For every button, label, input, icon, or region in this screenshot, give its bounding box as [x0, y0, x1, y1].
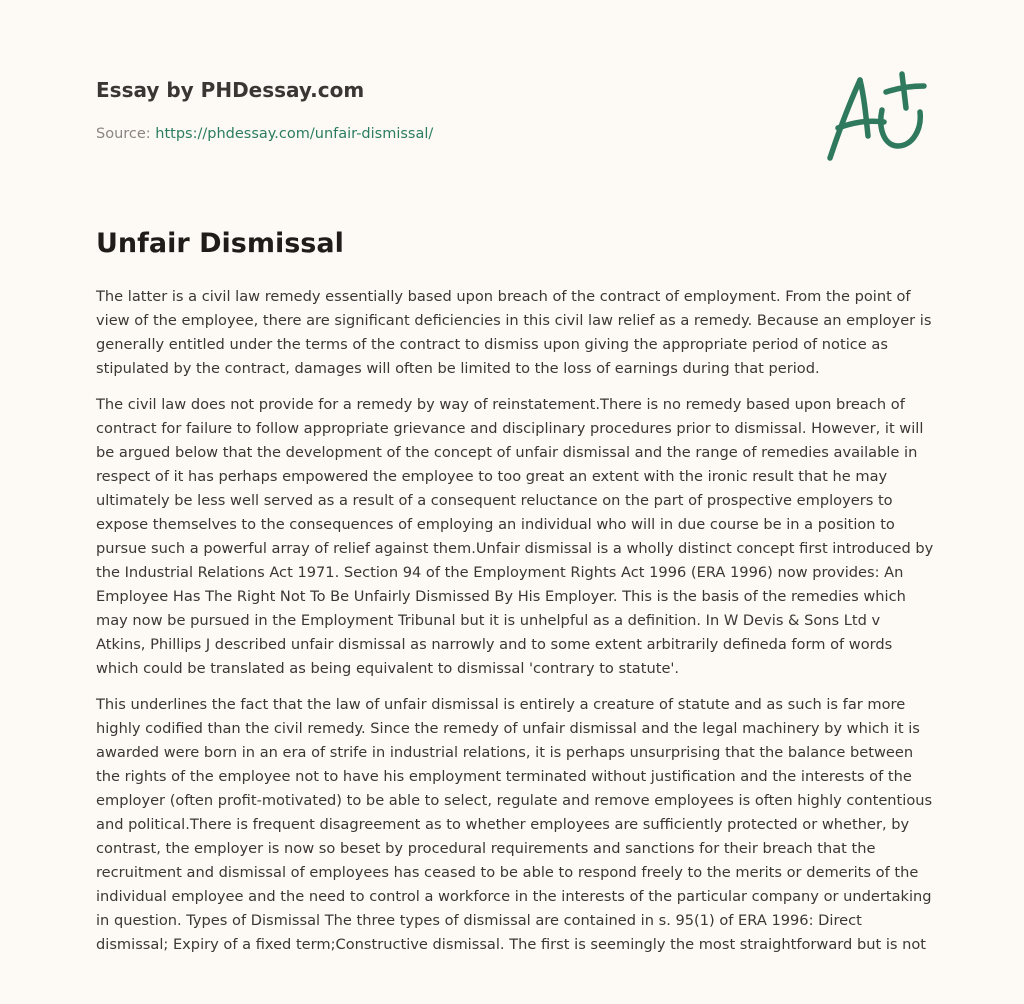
essay-paragraph-3: This underlines the fact that the law of unfair dismissal is entirely a creature of statute and as such is far more highly codified than the civil remedy. Since the remedy of unfair dismissal and the legal machinery by which it is awarded were born in an era of strife in industrial relations, it is perhaps unsurprising that the balance between the rights of the employee not to have his employment terminated without justification and the interests of the employer (often profit-motivated) to be able to select, regulate and remove employees is often highly contentious and political.There is frequent disagreement as to whether employees are sufficiently protected or whether, by contrast, the employer is now so beset by procedural requirements and sanctions for their breach that the recruitment and dismissal of employees has ceased to be able to respond freely to the merits or demerits of the individual employee and the need to control a workforce in the interests of the particular company or undertaking in question. Types of Dismissal The three types of dismissal are contained in s. 95(1) of ERA 1996: Direct dismissal; Expiry of a fixed term;Constructive dismissal. The first is seemingly the most straightforward but is not	[96, 696, 933, 953]
essay-paragraph-1: The latter is a civil law remedy essentially based upon breach of the contract of employment. From the point of view of the employee, there are significant deficiencies in this civil law relief as a remedy. Because an employer is generally entitled under the terms of the contract to dismiss upon giving the appropriate period of notice as stipulated by the contract, damages will often be limited to the loss of earnings during that period.	[96, 288, 932, 377]
source-link[interactable]: https://phdessay.com/unfair-dismissal/	[155, 126, 434, 142]
source-line	[96, 124, 796, 144]
essay-body	[96, 285, 934, 969]
page-header	[96, 76, 796, 144]
source-label: Source:	[96, 126, 156, 142]
essay-paragraph-2: The civil law does not provide for a remedy by way of reinstatement.There is no remedy based upon breach of contract for failure to follow appropriate grievance and disciplinary procedures prior to dismissal. However, it will be argued below that the development of the concept of unfair dismissal and the range of remedies available in respect of it has perhaps empowered the employee to too great an extent with the ironic result that he may ultimately be less well served as a result of a consequent reluctance on the part of prospective employers to expose themselves to the consequences of employing an individual who will in due course be in a position to pursue such a powerful array of relief against them.Unfair dismissal is a wholly distinct concept first introduced by the Industrial Relations Act 1971. Section 94 of the Employment Rights Act 1996 (ERA 1996) now provides: An Employee Has The Right Not To Be Unfairly Dismissed By His Employer. This is the basis of the remedies which may now be pursued in the Employment Tribunal but it is unhelpful as a definition. In W Devis & Sons Ltd v Atkins, Phillips J described unfair dismissal as narrowly and to some extent arbitrarily defineda form of words which could be translated as being equivalent to dismissal 'contrary to statute'.	[96, 396, 934, 677]
essay-title: Unfair Dismissal	[96, 228, 344, 259]
site-title: Essay by PHDessay.com	[96, 78, 365, 102]
a-plus-grade-icon	[820, 66, 932, 166]
